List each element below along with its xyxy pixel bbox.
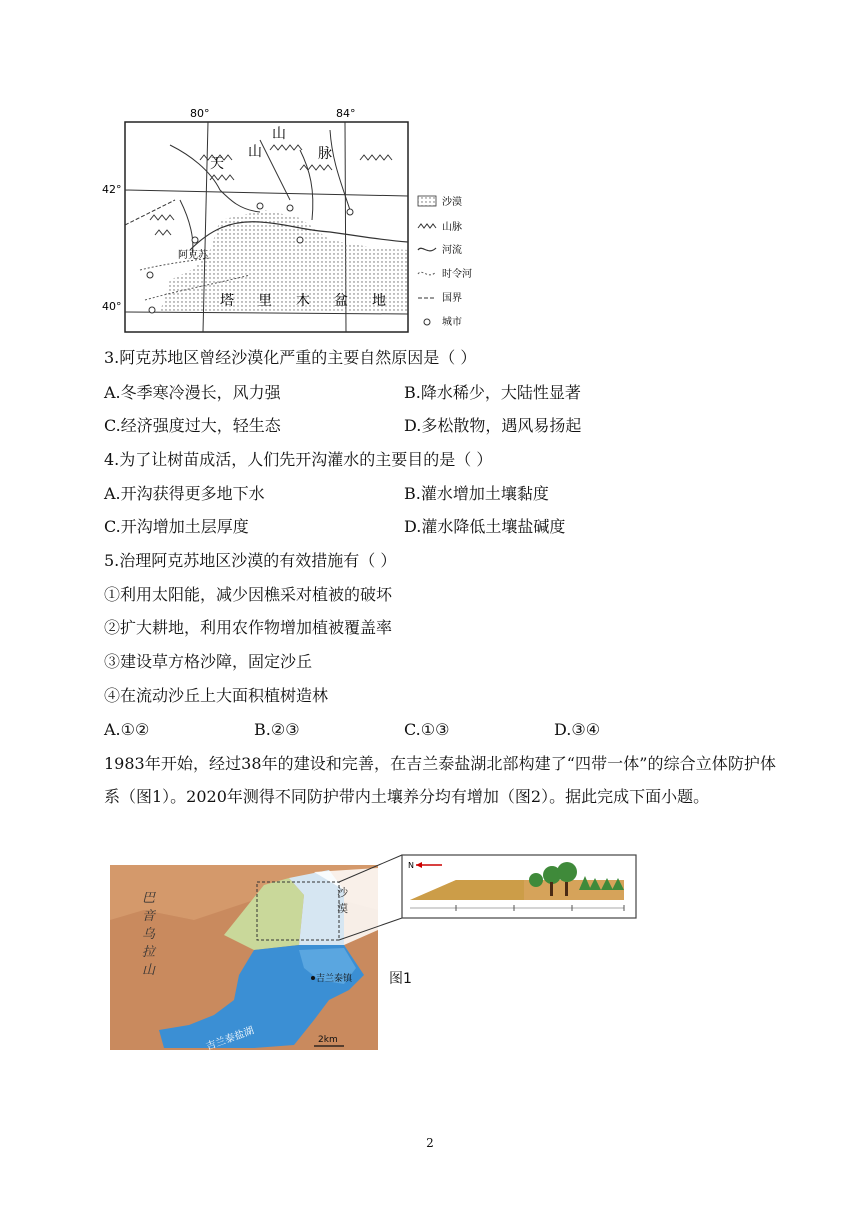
question-5-item-3: ③建设草方格沙障，固定沙丘 [104,652,313,671]
scale-label: 2km [318,1035,338,1045]
label-aksu: 阿克苏 [178,250,208,261]
label-wu: 乌 [142,927,156,942]
question-5-item-2: ②扩大耕地，利用农作物增加植被覆盖率 [104,618,393,637]
north-arrow-label: N [408,861,414,870]
label-ba: 巴 [142,891,156,906]
question-5-option-b: B.②③ [254,720,300,739]
question-5-item-4: ④在流动沙丘上大面积植树造林 [104,686,329,705]
question-5-option-a: A.①② [104,720,150,739]
question-3-stem: 3.阿克苏地区曾经沙漠化严重的主要自然原因是（ ） [104,348,477,367]
question-5-item-1: ①利用太阳能，减少因樵采对植被的破坏 [104,585,393,604]
question-4-option-a: A.开沟获得更多地下水 [104,484,265,503]
legend-river: 河流 [442,245,462,256]
label-sha: 沙 [337,886,348,899]
question-3-option-b: B.降水稀少，大陆性显著 [404,383,581,402]
legend-city: 城市 [442,317,462,328]
legend-mountain: 山脉 [442,222,462,233]
label-la: 拉 [142,945,156,960]
question-3-option-c: C.经济强度过大，轻生态 [104,416,281,435]
legend-border: 国界 [442,293,462,304]
question-5-option-c: C.①③ [404,720,450,739]
jilantai-figure-1 [104,850,644,1055]
figure-1-caption: 图1 [389,971,412,987]
legend-desert: 沙漠 [442,197,462,208]
label-di: 地 [372,293,386,309]
question-5-option-d: D.③④ [554,720,601,739]
page-number: 2 [426,1136,434,1150]
label-mu: 木 [296,293,310,309]
label-yin: 音 [142,909,156,924]
label-jilantai-town: 吉兰泰镇 [316,974,353,984]
lon-label-80: 80° [190,107,210,120]
passage-text: 1983年开始，经过38年的建设和完善，在吉兰泰盐湖北部构建了“四带一体”的综合立体防护体系（图1）。2020年测得不同防护带内土壤养分均有增加（图2）。据此完成下面小题。 [104,754,776,806]
label-shan: 山 [142,963,156,978]
label-mai: 脉 [318,146,332,162]
question-5-stem: 5.治理阿克苏地区沙漠的有效措施有（ ） [104,551,397,570]
label-shan-2: 山 [248,144,262,160]
label-jilantai-lake: 吉兰泰盐湖 [204,1025,256,1053]
label-ta: 塔 [220,293,234,309]
legend-seasonal-river: 时令河 [442,269,472,280]
question-3-option-d: D.多松散物，遇风易扬起 [404,416,582,435]
lon-label-84: 84° [336,107,356,120]
question-4-option-d: D.灌水降低土壤盐碱度 [404,517,566,536]
lat-label-42: 42° [102,183,122,196]
label-li: 里 [258,293,272,309]
question-4-option-c: C.开沟增加土层厚度 [104,517,249,536]
question-3-option-a: A.冬季寒冷漫长，风力强 [104,383,281,402]
label-mo: 漠 [337,902,348,915]
map-legend [418,195,472,328]
label-shan-1: 山 [272,126,286,142]
label-pen: 盆 [334,293,348,309]
lat-label-40: 40° [102,300,122,313]
question-4-stem: 4.为了让树苗成活，人们先开沟灌水的主要目的是（ ） [104,450,493,469]
label-tian: 天 [210,156,224,172]
question-4-option-b: B.灌水增加土壤黏度 [404,484,549,503]
tarim-basin-map [100,100,510,340]
